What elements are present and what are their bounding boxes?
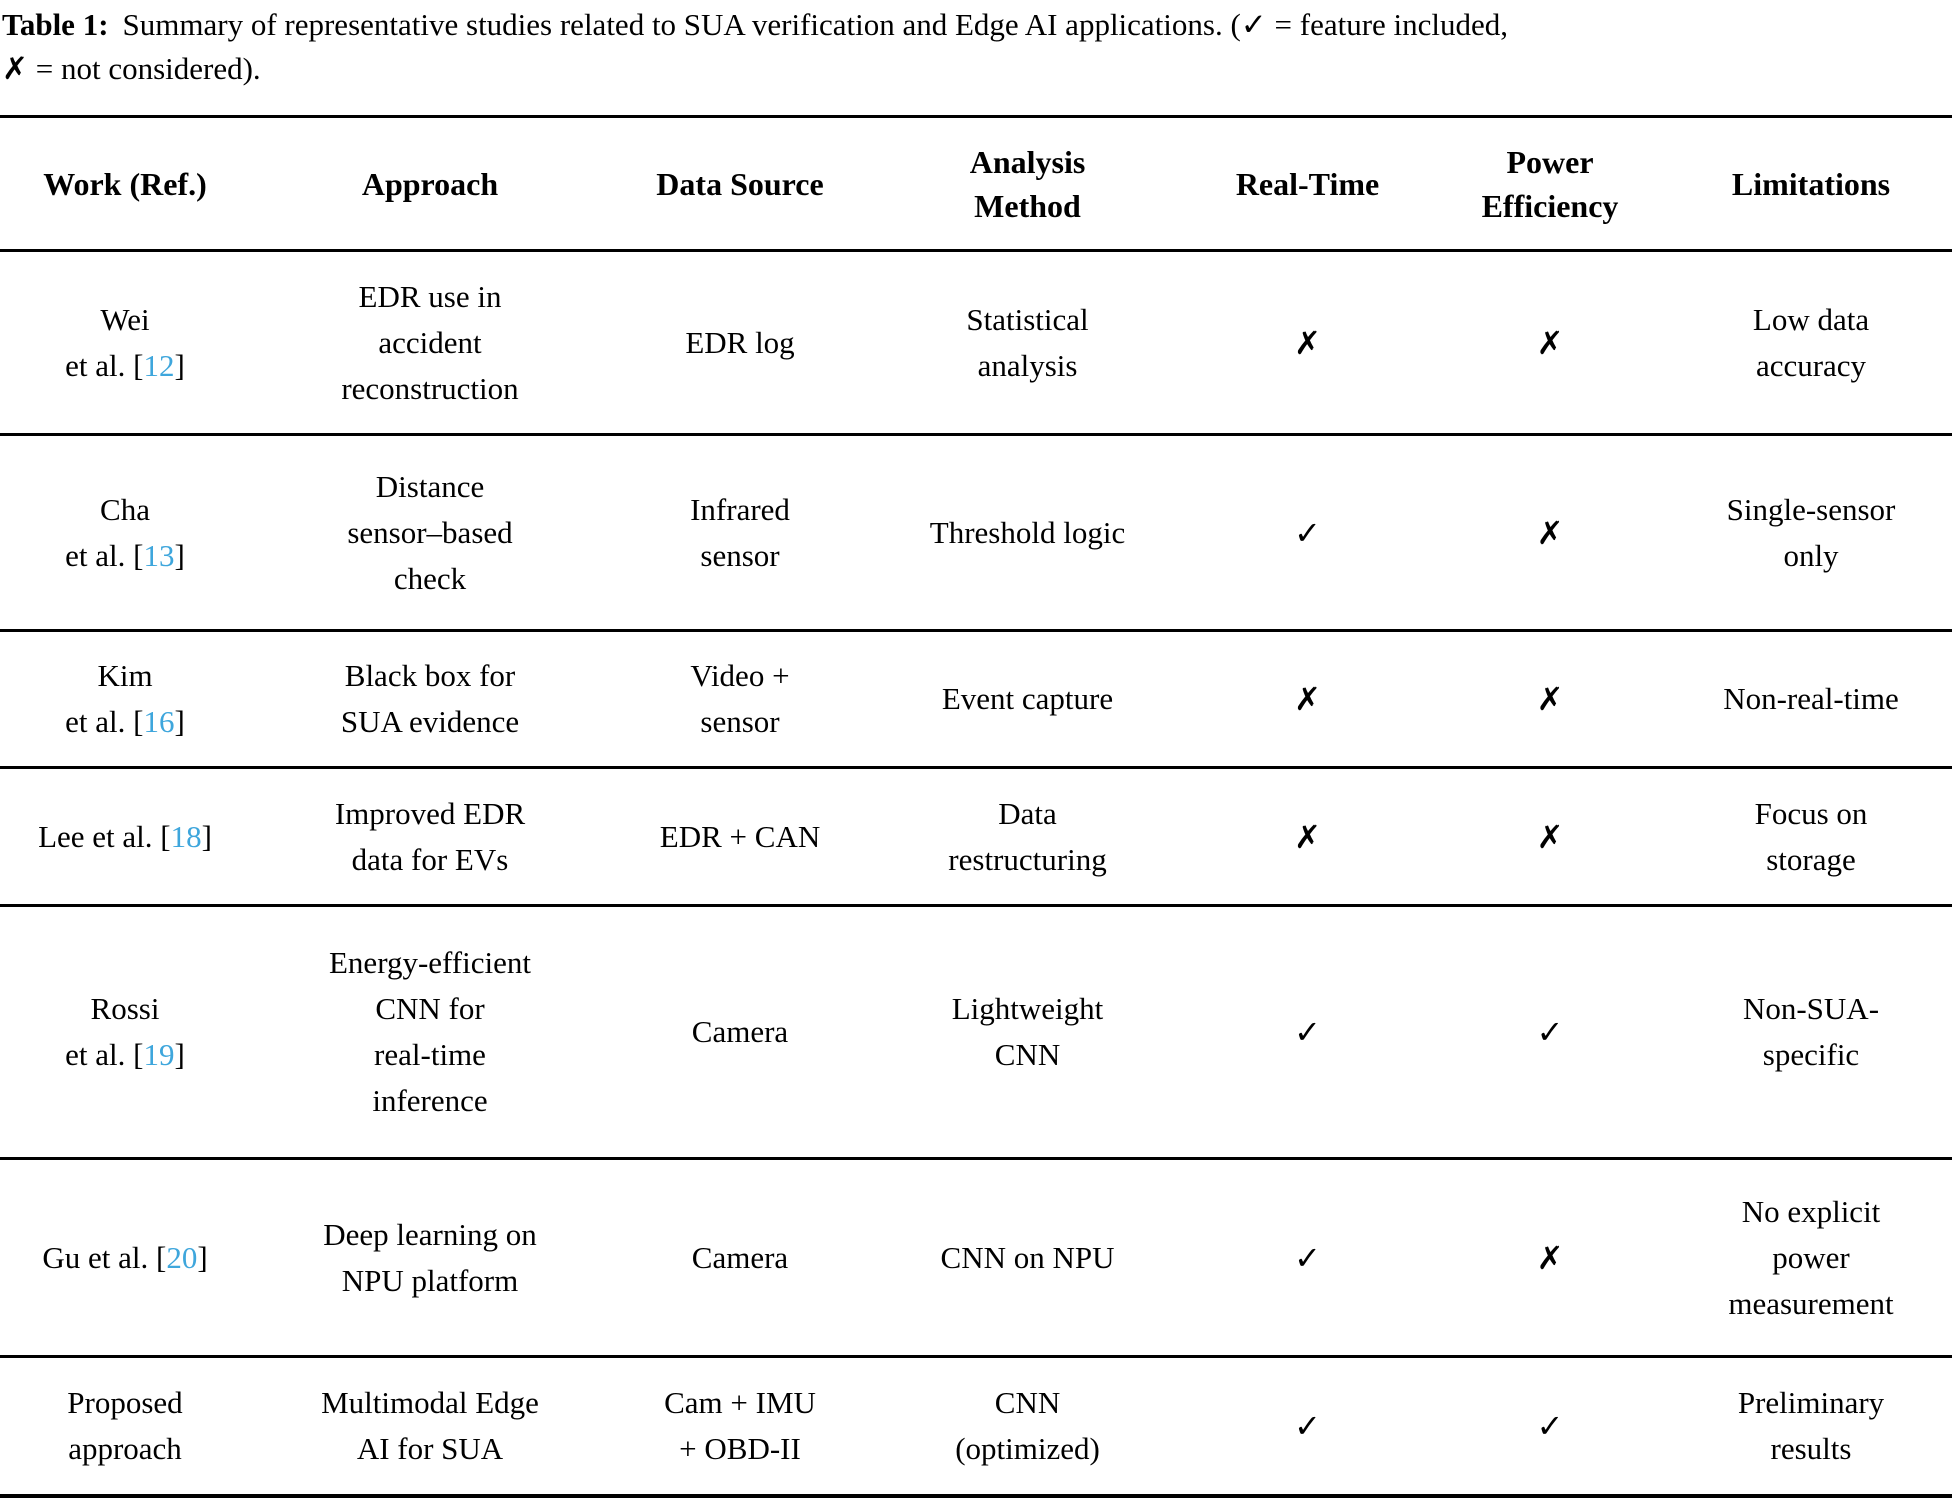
citation-bracket-open: [ [160, 818, 171, 854]
work-authors: Proposed approach [67, 1385, 183, 1466]
work-cell [0, 1159, 250, 1357]
data-source-cell: Cam + IMU + OBD-II [664, 1385, 816, 1466]
work-authors: Cha et al. [65, 491, 150, 573]
citation-link[interactable]: 12 [143, 347, 175, 383]
limitations-cell: Focus on storage [1670, 768, 1952, 906]
power-efficiency-mark: ✗ [1430, 1159, 1670, 1357]
limitations-cell: No explicit power measurement [1670, 1159, 1952, 1357]
column-header-work-ref: Work (Ref.) [0, 117, 250, 251]
work-cell [0, 631, 250, 768]
citation [148, 1240, 207, 1275]
power-efficiency-mark: ✓ [1536, 1407, 1564, 1445]
table-row [0, 768, 1952, 906]
approach-cell: EDR use in accident reconstruction [250, 251, 610, 435]
limitations-cell: Single-sensor only [1670, 435, 1952, 631]
citation-bracket-open: [ [155, 1239, 167, 1275]
citation-bracket-close: ] [174, 347, 185, 383]
citation-bracket-open: [ [133, 704, 144, 739]
column-header-data-source: Data Source [610, 117, 870, 251]
column-header-approach: Approach [250, 117, 610, 251]
work-authors: Rossi et al. [65, 991, 160, 1072]
citation-bracket-open: [ [133, 1037, 144, 1072]
approach-cell: Energy-efficient CNN for real-time inference [250, 906, 610, 1159]
limitations-cell: Non-SUA- specific [1670, 906, 1952, 1159]
column-header-analysis-method: Analysis Method [870, 117, 1185, 251]
work-cell [0, 768, 250, 906]
data-source-cell: EDR log [610, 251, 870, 435]
citation-bracket-open: [ [133, 537, 144, 573]
citation-bracket-close: ] [174, 1037, 185, 1072]
work-cell [0, 435, 250, 631]
power-efficiency-mark: ✗ [1430, 251, 1670, 435]
citation-bracket-close: ] [174, 704, 185, 739]
citation-bracket-close: ] [201, 818, 212, 854]
analysis-method-cell: Lightweight CNN [870, 906, 1185, 1159]
approach-cell: Multimodal Edge AI for SUA [321, 1385, 539, 1466]
analysis-method-cell: CNN (optimized) [955, 1385, 1100, 1466]
work-authors: Gu et al. [42, 1239, 149, 1275]
citation-link[interactable]: 13 [143, 537, 175, 573]
column-header-power-efficiency: Power Efficiency [1430, 117, 1670, 251]
real-time-mark: ✓ [1185, 435, 1430, 631]
data-source-cell: Infrared sensor [610, 435, 870, 631]
citation [125, 538, 184, 573]
table-caption [0, 0, 1952, 91]
citation [125, 1037, 184, 1072]
real-time-mark: ✗ [1185, 631, 1430, 768]
analysis-method-cell: Threshold logic [870, 435, 1185, 631]
citation-bracket-close: ] [174, 537, 185, 573]
work-authors: Wei et al. [65, 301, 150, 383]
citation [125, 704, 184, 739]
data-source-cell: Camera [610, 906, 870, 1159]
real-time-mark: ✓ [1185, 906, 1430, 1159]
analysis-method-cell: Event capture [870, 631, 1185, 768]
citation-link[interactable]: 20 [166, 1239, 198, 1275]
real-time-mark: ✓ [1185, 1159, 1430, 1357]
citation-bracket-close: ] [197, 1239, 208, 1275]
citation-link[interactable]: 16 [143, 704, 175, 739]
table-row [0, 906, 1952, 1159]
column-header-real-time: Real-Time [1185, 117, 1430, 251]
citation-link[interactable]: 18 [170, 818, 202, 854]
power-efficiency-mark: ✓ [1430, 906, 1670, 1159]
limitations-cell: Low data accuracy [1670, 251, 1952, 435]
approach-cell: Distance sensor–based check [250, 435, 610, 631]
citation [125, 348, 184, 383]
real-time-mark: ✓ [1294, 1407, 1321, 1445]
approach-cell: Improved EDR data for EVs [250, 768, 610, 906]
citation [153, 819, 212, 854]
data-source-cell: EDR + CAN [610, 768, 870, 906]
work-authors: Lee et al. [38, 818, 153, 854]
work-cell [0, 906, 250, 1159]
table-row [0, 435, 1952, 631]
table-row [0, 251, 1952, 435]
header-row [0, 117, 1952, 251]
citation-link[interactable]: 19 [143, 1037, 175, 1072]
table-row [0, 1357, 1952, 1497]
table-row [0, 1159, 1952, 1357]
analysis-method-cell: Data restructuring [870, 768, 1185, 906]
power-efficiency-mark: ✗ [1430, 631, 1670, 768]
summary-table [0, 115, 1952, 1498]
power-efficiency-mark: ✗ [1430, 435, 1670, 631]
limitations-cell: Non-real-time [1670, 631, 1952, 768]
data-source-cell: Video + sensor [610, 631, 870, 768]
real-time-mark: ✗ [1185, 768, 1430, 906]
work-cell [0, 251, 250, 435]
analysis-method-cell: Statistical analysis [870, 251, 1185, 435]
table-body [0, 251, 1952, 1497]
column-header-limitations: Limitations [1670, 117, 1952, 251]
approach-cell: Deep learning on NPU platform [250, 1159, 610, 1357]
limitations-cell: Preliminary results [1737, 1385, 1885, 1466]
table-caption-label: Table 1: [2, 7, 109, 42]
power-efficiency-mark: ✗ [1430, 768, 1670, 906]
real-time-mark: ✗ [1185, 251, 1430, 435]
data-source-cell: Camera [610, 1159, 870, 1357]
work-cell [0, 1357, 250, 1497]
table-row [0, 631, 1952, 768]
approach-cell: Black box for SUA evidence [250, 631, 610, 768]
table-caption-text: Summary of representative studies related to SUA verification and Edge AI applications. (✓ = feature included, ✗ = not considered). [2, 7, 1509, 86]
analysis-method-cell: CNN on NPU [870, 1159, 1185, 1357]
citation-bracket-open: [ [133, 347, 144, 383]
work-authors: Kim et al. [65, 658, 153, 739]
